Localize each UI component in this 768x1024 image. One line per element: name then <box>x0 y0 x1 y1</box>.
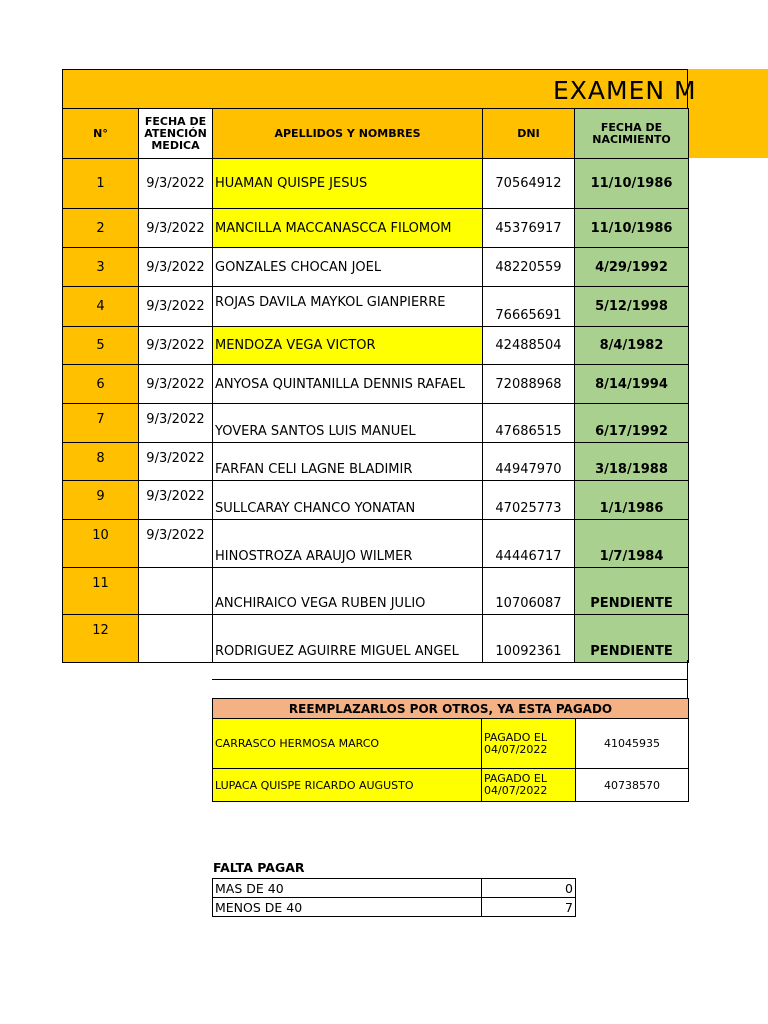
falta-pagar-row <box>213 898 576 917</box>
dni-cell: 10706087 <box>483 568 575 615</box>
table-row <box>63 287 689 327</box>
row-number: 12 <box>63 615 139 663</box>
col-header-nombres: APELLIDOS Y NOMBRES <box>213 109 483 159</box>
nombre-cell: HUAMAN QUISPE JESUS <box>213 159 483 209</box>
fecha-nacimiento-cell: 3/18/1988 <box>575 443 689 481</box>
row-number: 7 <box>63 404 139 443</box>
fecha-atencion-cell: 9/3/2022 <box>139 365 213 404</box>
table-row <box>63 568 689 615</box>
col-header-dni: DNI <box>483 109 575 159</box>
fecha-atencion-cell: 9/3/2022 <box>139 159 213 209</box>
fecha-atencion-cell: 9/3/2022 <box>139 520 213 568</box>
falta-pagar-count: 0 <box>482 879 576 898</box>
nombre-cell: GONZALES CHOCAN JOEL <box>213 248 483 287</box>
replacement-nombre-cell: CARRASCO HERMOSA MARCO <box>213 719 482 769</box>
row-number: 8 <box>63 443 139 481</box>
fecha-atencion-cell <box>139 615 213 663</box>
dni-cell: 10092361 <box>483 615 575 663</box>
fecha-atencion-cell <box>139 568 213 615</box>
dni-cell: 76665691 <box>483 287 575 327</box>
table-row <box>63 615 689 663</box>
nombre-cell: ROJAS DAVILA MAYKOL GIANPIERRE <box>213 287 483 327</box>
row-number: 11 <box>63 568 139 615</box>
fecha-nacimiento-cell: PENDIENTE <box>575 568 689 615</box>
title-band-extension <box>688 69 768 158</box>
replacement-row <box>213 769 689 802</box>
divider-line-right <box>687 660 688 700</box>
replacement-dni-cell: 41045935 <box>576 719 689 769</box>
fecha-nacimiento-cell: 11/10/1986 <box>575 209 689 248</box>
fecha-atencion-cell: 9/3/2022 <box>139 481 213 520</box>
replacement-pago-cell: PAGADO EL 04/07/2022 <box>482 769 576 802</box>
col-header-n: N° <box>63 109 139 159</box>
dni-cell: 72088968 <box>483 365 575 404</box>
row-number: 2 <box>63 209 139 248</box>
nombre-cell: RODRIGUEZ AGUIRRE MIGUEL ANGEL <box>213 615 483 663</box>
nombre-cell: ANCHIRAICO VEGA RUBEN JULIO <box>213 568 483 615</box>
table-row <box>63 443 689 481</box>
row-number: 10 <box>63 520 139 568</box>
table-row <box>63 520 689 568</box>
fecha-atencion-cell: 9/3/2022 <box>139 443 213 481</box>
table-row <box>63 209 689 248</box>
row-number: 9 <box>63 481 139 520</box>
table-row <box>63 365 689 404</box>
falta-pagar-label: FALTA PAGAR <box>213 860 305 875</box>
row-number: 4 <box>63 287 139 327</box>
dni-cell: 45376917 <box>483 209 575 248</box>
nombre-cell: YOVERA SANTOS LUIS MANUEL <box>213 404 483 443</box>
dni-cell: 47025773 <box>483 481 575 520</box>
replacement-table <box>212 698 689 802</box>
fecha-nacimiento-cell: 5/12/1998 <box>575 287 689 327</box>
falta-pagar-category: MENOS DE 40 <box>213 898 482 917</box>
fecha-nacimiento-cell: 4/29/1992 <box>575 248 689 287</box>
nombre-cell: FARFAN CELI LAGNE BLADIMIR <box>213 443 483 481</box>
fecha-atencion-cell: 9/3/2022 <box>139 287 213 327</box>
nombre-cell: MENDOZA VEGA VICTOR <box>213 327 483 365</box>
replacement-dni-cell: 40738570 <box>576 769 689 802</box>
nombre-cell: MANCILLA MACCANASCCA FILOMOM <box>213 209 483 248</box>
dni-cell: 48220559 <box>483 248 575 287</box>
falta-pagar-table <box>212 878 576 917</box>
dni-cell: 44947970 <box>483 443 575 481</box>
replacement-nombre-cell: LUPACA QUISPE RICARDO AUGUSTO <box>213 769 482 802</box>
dni-cell: 44446717 <box>483 520 575 568</box>
dni-cell: 47686515 <box>483 404 575 443</box>
fecha-nacimiento-cell: 11/10/1986 <box>575 159 689 209</box>
row-number: 1 <box>63 159 139 209</box>
replacement-row <box>213 719 689 769</box>
table-row <box>63 481 689 520</box>
divider-line <box>212 679 688 680</box>
dni-cell: 70564912 <box>483 159 575 209</box>
patients-table <box>62 108 689 663</box>
replacement-pago-cell: PAGADO EL 04/07/2022 <box>482 719 576 769</box>
dni-cell: 42488504 <box>483 327 575 365</box>
table-row <box>63 404 689 443</box>
fecha-atencion-cell: 9/3/2022 <box>139 404 213 443</box>
fecha-atencion-cell: 9/3/2022 <box>139 327 213 365</box>
row-number: 6 <box>63 365 139 404</box>
table-row <box>63 159 689 209</box>
fecha-atencion-cell: 9/3/2022 <box>139 248 213 287</box>
fecha-nacimiento-cell: 8/14/1994 <box>575 365 689 404</box>
replacement-header: REEMPLAZARLOS POR OTROS, YA ESTA PAGADO <box>213 699 689 719</box>
fecha-atencion-cell: 9/3/2022 <box>139 209 213 248</box>
table-header-row <box>63 109 689 159</box>
fecha-nacimiento-cell: 1/1/1986 <box>575 481 689 520</box>
nombre-cell: SULLCARAY CHANCO YONATAN <box>213 481 483 520</box>
row-number: 3 <box>63 248 139 287</box>
falta-pagar-category: MAS DE 40 <box>213 879 482 898</box>
falta-pagar-row <box>213 879 576 898</box>
fecha-nacimiento-cell: 1/7/1984 <box>575 520 689 568</box>
fecha-nacimiento-cell: 8/4/1982 <box>575 327 689 365</box>
table-row <box>63 248 689 287</box>
col-header-fecha-atencion: FECHA DE ATENCIÓN MEDICA <box>139 109 213 159</box>
table-row <box>63 327 689 365</box>
page-title: EXAMEN M <box>553 76 697 105</box>
falta-pagar-count: 7 <box>482 898 576 917</box>
nombre-cell: ANYOSA QUINTANILLA DENNIS RAFAEL <box>213 365 483 404</box>
col-header-fecha-nacimiento: FECHA DE NACIMIENTO <box>575 109 689 159</box>
fecha-nacimiento-cell: PENDIENTE <box>575 615 689 663</box>
nombre-cell: HINOSTROZA ARAUJO WILMER <box>213 520 483 568</box>
fecha-nacimiento-cell: 6/17/1992 <box>575 404 689 443</box>
row-number: 5 <box>63 327 139 365</box>
